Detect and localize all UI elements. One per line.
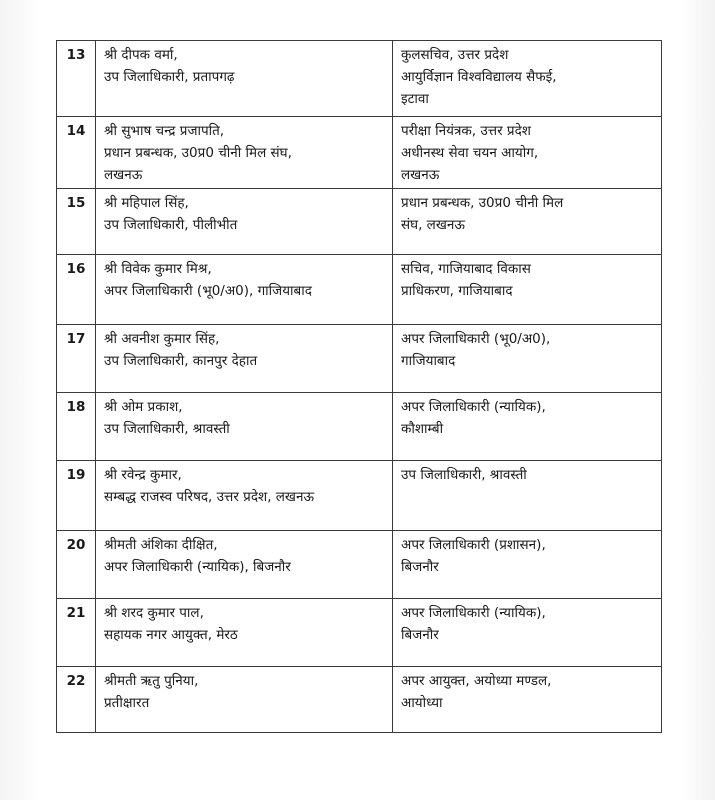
table-row: [57, 393, 662, 461]
officer-current-posting: [96, 325, 393, 393]
serial-number: 22: [57, 667, 96, 733]
current-posting-line: अपर जिलाधिकारी (भू0/अ0), गाजियाबाद: [104, 283, 312, 299]
current-posting-line: अपर जिलाधिकारी (न्यायिक), बिजनौर: [104, 559, 291, 575]
table-row: [57, 325, 662, 393]
serial-number: 15: [57, 189, 96, 255]
table-row: [57, 667, 662, 733]
new-posting-line: गाजियाबाद: [401, 353, 456, 369]
transfer-table-body: [57, 41, 662, 733]
new-posting-line: सचिव, गाजियाबाद विकास: [401, 261, 531, 277]
new-posting: [393, 41, 662, 117]
new-posting-line: अपर आयुक्त, अयोध्या मण्डल,: [401, 673, 552, 689]
transfer-table: [56, 40, 662, 733]
current-posting-line: श्री दीपक वर्मा,: [104, 47, 178, 63]
current-posting-line: उप जिलाधिकारी, पीलीभीत: [104, 217, 238, 233]
new-posting-line: अपर जिलाधिकारी (भू0/अ0),: [401, 331, 551, 347]
serial-number: 19: [57, 461, 96, 531]
current-posting-line: प्रतीक्षारत: [104, 695, 150, 711]
new-posting-line: प्राधिकरण, गाजियाबाद: [401, 283, 513, 299]
current-posting-line: उप जिलाधिकारी, कानपुर देहात: [104, 353, 258, 369]
new-posting-line: आयोध्या: [401, 695, 443, 711]
new-posting-line: संघ, लखनऊ: [401, 217, 465, 233]
new-posting-line: अपर जिलाधिकारी (न्यायिक),: [401, 399, 546, 415]
new-posting-line: कुलसचिव, उत्तर प्रदेश: [401, 47, 509, 63]
serial-number: 16: [57, 255, 96, 325]
new-posting-line: अधीनस्थ सेवा चयन आयोग,: [401, 145, 539, 161]
new-posting-line: आयुर्विज्ञान विश्वविद्यालय सैफई,: [401, 69, 557, 85]
new-posting: [393, 255, 662, 325]
new-posting: [393, 667, 662, 733]
table-row: [57, 117, 662, 189]
current-posting-line: श्री रवेन्द्र कुमार,: [104, 467, 182, 483]
table-row: [57, 255, 662, 325]
officer-current-posting: [96, 117, 393, 189]
current-posting-line: सम्बद्ध राजस्व परिषद, उत्तर प्रदेश, लखनऊ: [104, 489, 315, 505]
new-posting-line: इटावा: [401, 91, 429, 107]
current-posting-line: श्री अवनीश कुमार सिंह,: [104, 331, 220, 347]
new-posting-line: प्रधान प्रबन्धक, उ0प्र0 चीनी मिल: [401, 195, 564, 211]
table-row: [57, 461, 662, 531]
officer-current-posting: [96, 599, 393, 667]
new-posting-line: परीक्षा नियंत्रक, उत्तर प्रदेश: [401, 123, 531, 139]
table-row: [57, 531, 662, 599]
officer-current-posting: [96, 255, 393, 325]
new-posting: [393, 461, 662, 531]
officer-current-posting: [96, 461, 393, 531]
current-posting-line: श्री ओम प्रकाश,: [104, 399, 183, 415]
serial-number: 17: [57, 325, 96, 393]
table-row: [57, 599, 662, 667]
serial-number: 13: [57, 41, 96, 117]
new-posting-line: बिजनौर: [401, 559, 439, 575]
new-posting: [393, 393, 662, 461]
new-posting: [393, 189, 662, 255]
new-posting-line: उप जिलाधिकारी, श्रावस्ती: [401, 467, 527, 483]
current-posting-line: लखनऊ: [104, 167, 143, 183]
new-posting-line: बिजनौर: [401, 627, 439, 643]
serial-number: 18: [57, 393, 96, 461]
new-posting-line: अपर जिलाधिकारी (प्रशासन),: [401, 537, 546, 553]
new-posting: [393, 117, 662, 189]
current-posting-line: श्रीमती ऋतु पुनिया,: [104, 673, 199, 689]
table-row: [57, 41, 662, 117]
officer-current-posting: [96, 189, 393, 255]
officer-current-posting: [96, 531, 393, 599]
new-posting: [393, 599, 662, 667]
current-posting-line: सहायक नगर आयुक्त, मेरठ: [104, 627, 238, 643]
new-posting-line: कौशाम्बी: [401, 421, 444, 437]
current-posting-line: उप जिलाधिकारी, प्रतापगढ़: [104, 69, 235, 85]
current-posting-line: प्रधान प्रबन्धक, उ0प्र0 चीनी मिल संघ,: [104, 145, 292, 161]
new-posting: [393, 531, 662, 599]
current-posting-line: उप जिलाधिकारी, श्रावस्ती: [104, 421, 230, 437]
current-posting-line: श्रीमती अंशिका दीक्षित,: [104, 537, 218, 553]
serial-number: 14: [57, 117, 96, 189]
new-posting-line: लखनऊ: [401, 167, 440, 183]
officer-current-posting: [96, 41, 393, 117]
serial-number: 21: [57, 599, 96, 667]
current-posting-line: श्री शरद कुमार पाल,: [104, 605, 204, 621]
current-posting-line: श्री महिपाल सिंह,: [104, 195, 189, 211]
officer-current-posting: [96, 667, 393, 733]
current-posting-line: श्री सुभाष चन्द्र प्रजापति,: [104, 123, 225, 139]
table-row: [57, 189, 662, 255]
officer-current-posting: [96, 393, 393, 461]
current-posting-line: श्री विवेक कुमार मिश्र,: [104, 261, 212, 277]
serial-number: 20: [57, 531, 96, 599]
new-posting: [393, 325, 662, 393]
new-posting-line: अपर जिलाधिकारी (न्यायिक),: [401, 605, 546, 621]
